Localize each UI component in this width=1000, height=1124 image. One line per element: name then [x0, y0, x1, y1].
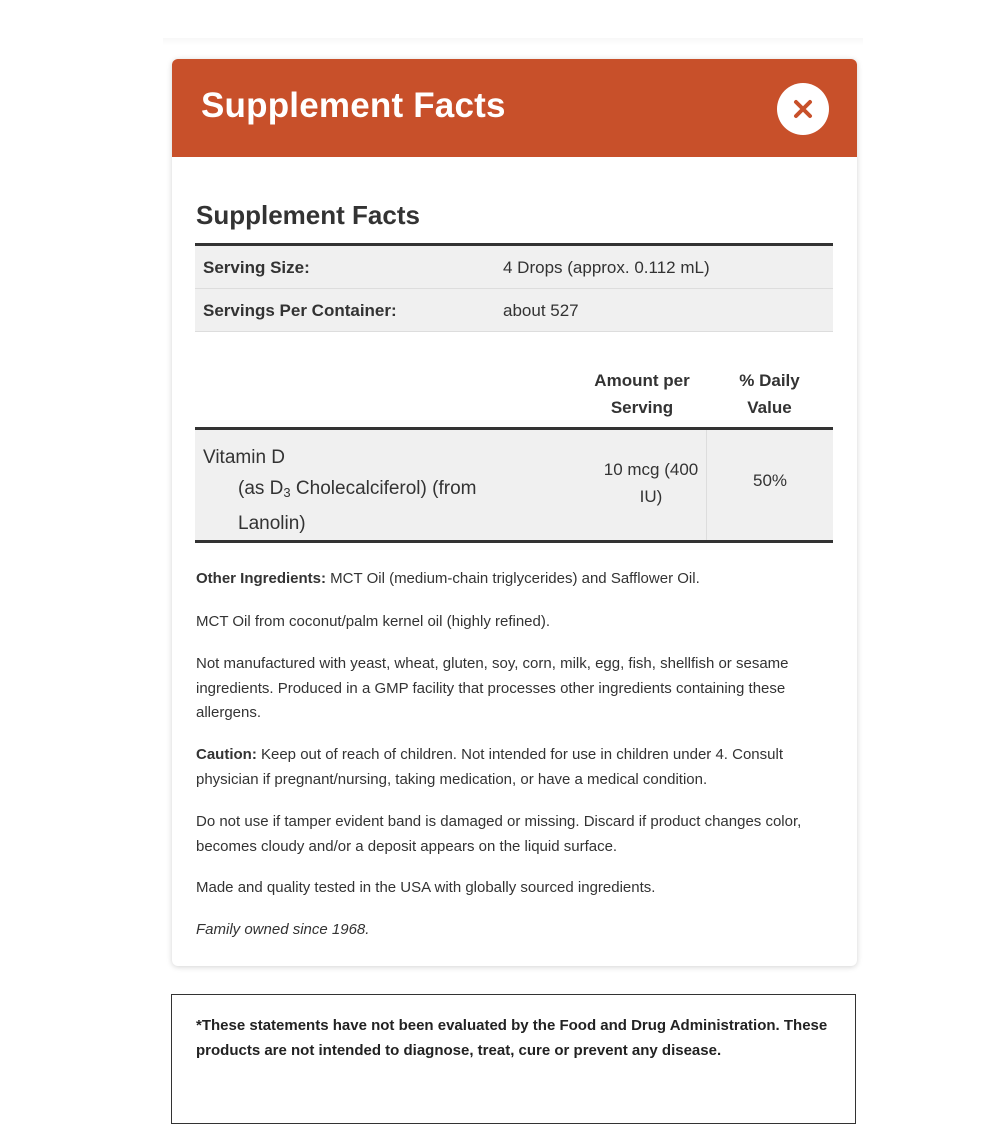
daily-value-header-line2: Value [747, 398, 792, 417]
fda-disclaimer-box [171, 994, 856, 1124]
serving-info-table [195, 243, 833, 332]
other-ingredients-text: MCT Oil (medium-chain triglycerides) and Safflower Oil. [326, 570, 700, 587]
nutrient-source [238, 473, 538, 539]
other-ingredients [196, 567, 836, 592]
amount-header-line2: Serving [610, 398, 674, 417]
other-ingredients-label: Other Ingredients: [196, 570, 327, 587]
nutrient-amount-line2: IU) [639, 487, 663, 506]
caution-text: Keep out of reach of children. Not intended for use in children under 4. Consult physician if pregnant/nursing, taking medication, or have a medical condition. [196, 746, 783, 788]
serving-size-value: 4 Drops (approx. 0.112 mL) [503, 258, 710, 277]
nutrient-source-rest: Cholecalciferol) (from Lanolin) [238, 478, 477, 534]
nutrient-row [195, 427, 833, 543]
daily-value-header-line1: % Daily [739, 371, 800, 390]
tamper-statement: Do not use if tamper evident band is damaged or missing. Discard if product changes color, becomes cloudy and/or a deposit appears on the liquid surface. [196, 813, 802, 855]
nutrient-amount [595, 456, 707, 510]
caution-statement [196, 743, 836, 792]
close-button[interactable] [777, 83, 829, 135]
facts-heading: Supplement Facts [196, 200, 420, 230]
nutrient-daily-value: 50% [752, 471, 788, 490]
daily-value-header [717, 367, 822, 421]
modal-title: Supplement Facts [201, 86, 506, 125]
amount-header-line1: Amount per [594, 371, 690, 390]
servings-per-container-value: about 527 [503, 301, 579, 320]
made-in-usa-note: Made and quality tested in the USA with globally sourced ingredients. [196, 879, 656, 896]
nutrient-name: Vitamin D [203, 447, 286, 468]
nutrient-amount-line1: 10 mcg (400 [603, 460, 699, 479]
fda-disclaimer-text: *These statements have not been evaluated by the Food and Drug Administration. These products are not intended to diagnose, treat, cure or prevent any disease. [196, 1017, 828, 1059]
caution-label: Caution: [196, 746, 257, 763]
mct-source-note: MCT Oil from coconut/palm kernel oil (highly refined). [196, 613, 551, 630]
allergen-statement: Not manufactured with yeast, wheat, gluten, soy, corn, milk, egg, fish, shellfish or sesame ingredients. Produced in a GMP facility that processes other ingredients containing these allergens. [196, 655, 789, 721]
serving-size-label: Serving Size: [203, 258, 310, 277]
serving-size-row [195, 246, 833, 289]
servings-per-container-label: Servings Per Container: [203, 301, 397, 320]
supplement-facts-modal [172, 59, 857, 966]
nutrient-source-subscript: 3 [283, 485, 291, 500]
servings-per-container-row [195, 289, 833, 332]
nutrient-source-prefix: (as D [238, 478, 284, 499]
amount-per-serving-header [583, 367, 701, 421]
page-top-edge [163, 38, 863, 46]
family-owned-note: Family owned since 1968. [196, 921, 370, 938]
close-icon [793, 99, 813, 119]
modal-header [172, 59, 857, 157]
